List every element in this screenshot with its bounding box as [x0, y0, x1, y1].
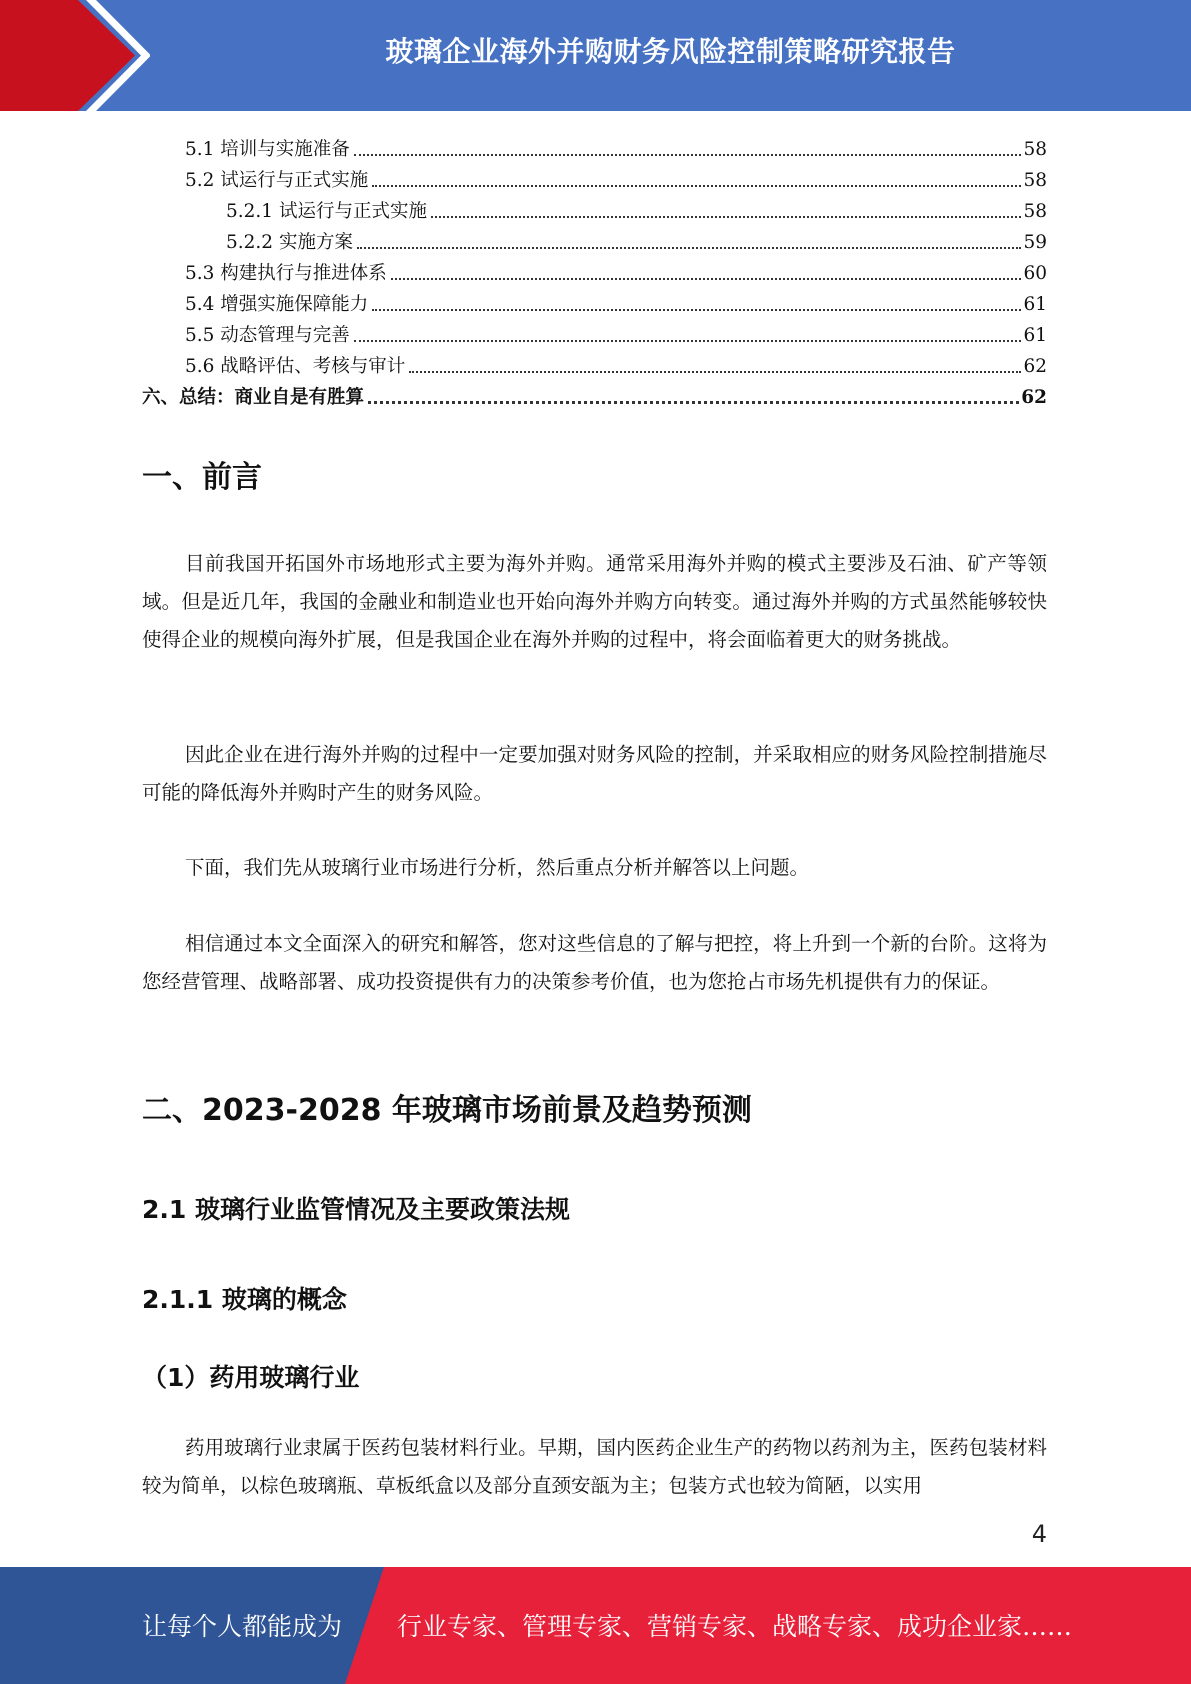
toc-dot-leader — [357, 247, 1022, 249]
toc-entry-page-number: 58 — [1023, 170, 1047, 191]
toc-entry[interactable] — [142, 161, 1047, 192]
red-arrow-decoration — [0, 0, 150, 111]
paragraph-preface-2: 因此企业在进行海外并购的过程中一定要加强对财务风险的控制，并采取相应的财务风险控制措施尽可能的降低海外并购时产生的财务风险。 — [142, 743, 1047, 804]
toc-entry[interactable] — [142, 347, 1047, 378]
toc-dot-leader — [354, 154, 1022, 156]
toc-entry[interactable] — [142, 223, 1047, 254]
toc-entry-label: 六、总结：商业自是有胜算 — [142, 387, 365, 408]
toc-entry-label: 5.2 试运行与正式实施 — [185, 170, 369, 191]
heading-preface: 一、前言 — [142, 460, 262, 495]
toc-entry[interactable] — [142, 130, 1047, 161]
toc-entry-page-number: 62 — [1021, 387, 1047, 408]
toc-entry[interactable] — [142, 192, 1047, 223]
toc-dot-leader — [368, 401, 1019, 404]
toc-entry-label: 5.4 增强实施保障能力 — [185, 294, 369, 315]
header-title: 玻璃企业海外并购财务风险控制策略研究报告 — [385, 35, 956, 68]
toc-entry-label: 5.6 战略评估、考核与审计 — [185, 356, 406, 377]
heading-chapter-2: 二、2023-2028 年玻璃市场前景及趋势预测 — [142, 1093, 752, 1128]
toc-entry[interactable] — [142, 285, 1047, 316]
page-footer — [0, 1567, 1191, 1684]
toc-dot-leader — [372, 309, 1021, 311]
toc-dot-leader — [391, 278, 1022, 280]
toc-entry-page-number: 60 — [1023, 263, 1047, 284]
toc-entry-label: 5.5 动态管理与完善 — [185, 325, 350, 346]
footer-slogan-left: 让每个人都能成为 — [142, 1612, 343, 1641]
paragraph-pharma-glass: 药用玻璃行业隶属于医药包装材料行业。早期，国内医药企业生产的药物以药剂为主，医药包装材料较为简单，以棕色玻璃瓶、草板纸盒以及部分直颈安瓿为主；包装方式也较为简陋，以实用 — [142, 1436, 1047, 1497]
toc-entry-label: 5.1 培训与实施准备 — [185, 139, 350, 160]
toc-entry-label: 5.2.1 试运行与正式实施 — [226, 201, 427, 222]
toc-dot-leader — [372, 185, 1021, 187]
toc-dot-leader — [431, 216, 1021, 218]
paragraph-preface-1: 目前我国开拓国外市场地形式主要为海外并购。通常采用海外并购的模式主要涉及石油、矿产等领域。但是近几年，我国的金融业和制造业也开始向海外并购方向转变。通过海外并购的方式虽然能够较快使得企业的规模向海外扩展，但是我国企业在海外并购的过程中，将会面临着更大的财务挑战。 — [142, 552, 1047, 651]
table-of-contents — [142, 130, 1047, 409]
toc-entry[interactable] — [142, 316, 1047, 347]
toc-entry-label: 5.3 构建执行与推进体系 — [185, 263, 387, 284]
toc-entry[interactable] — [142, 254, 1047, 285]
page-header — [0, 0, 1191, 111]
toc-dot-leader — [354, 340, 1022, 342]
toc-entry-page-number: 61 — [1023, 325, 1047, 346]
toc-entry-label: 5.2.2 实施方案 — [226, 232, 353, 253]
page-number: 4 — [1031, 1520, 1047, 1548]
toc-entry-page-number: 58 — [1023, 139, 1047, 160]
toc-entry-page-number: 62 — [1023, 356, 1047, 377]
toc-entry[interactable] — [142, 378, 1047, 409]
heading-section-2-1-1: 2.1.1 玻璃的概念 — [142, 1285, 347, 1314]
toc-entry-page-number: 58 — [1023, 201, 1047, 222]
toc-entry-page-number: 61 — [1023, 294, 1047, 315]
heading-subsection-1: （1）药用玻璃行业 — [142, 1363, 360, 1392]
toc-dot-leader — [409, 371, 1021, 373]
paragraph-preface-3: 下面，我们先从玻璃行业市场进行分析，然后重点分析并解答以上问题。 — [185, 856, 810, 879]
footer-slogan-right: 行业专家、管理专家、营销专家、战略专家、成功企业家…… — [397, 1612, 1073, 1641]
paragraph-preface-4: 相信通过本文全面深入的研究和解答，您对这些信息的了解与把控，将上升到一个新的台阶。这将为您经营管理、战略部署、成功投资提供有力的决策参考价值，也为您抢占市场先机提供有力的保证。 — [142, 932, 1047, 993]
toc-entry-page-number: 59 — [1023, 232, 1047, 253]
heading-section-2-1: 2.1 玻璃行业监管情况及主要政策法规 — [142, 1195, 570, 1224]
